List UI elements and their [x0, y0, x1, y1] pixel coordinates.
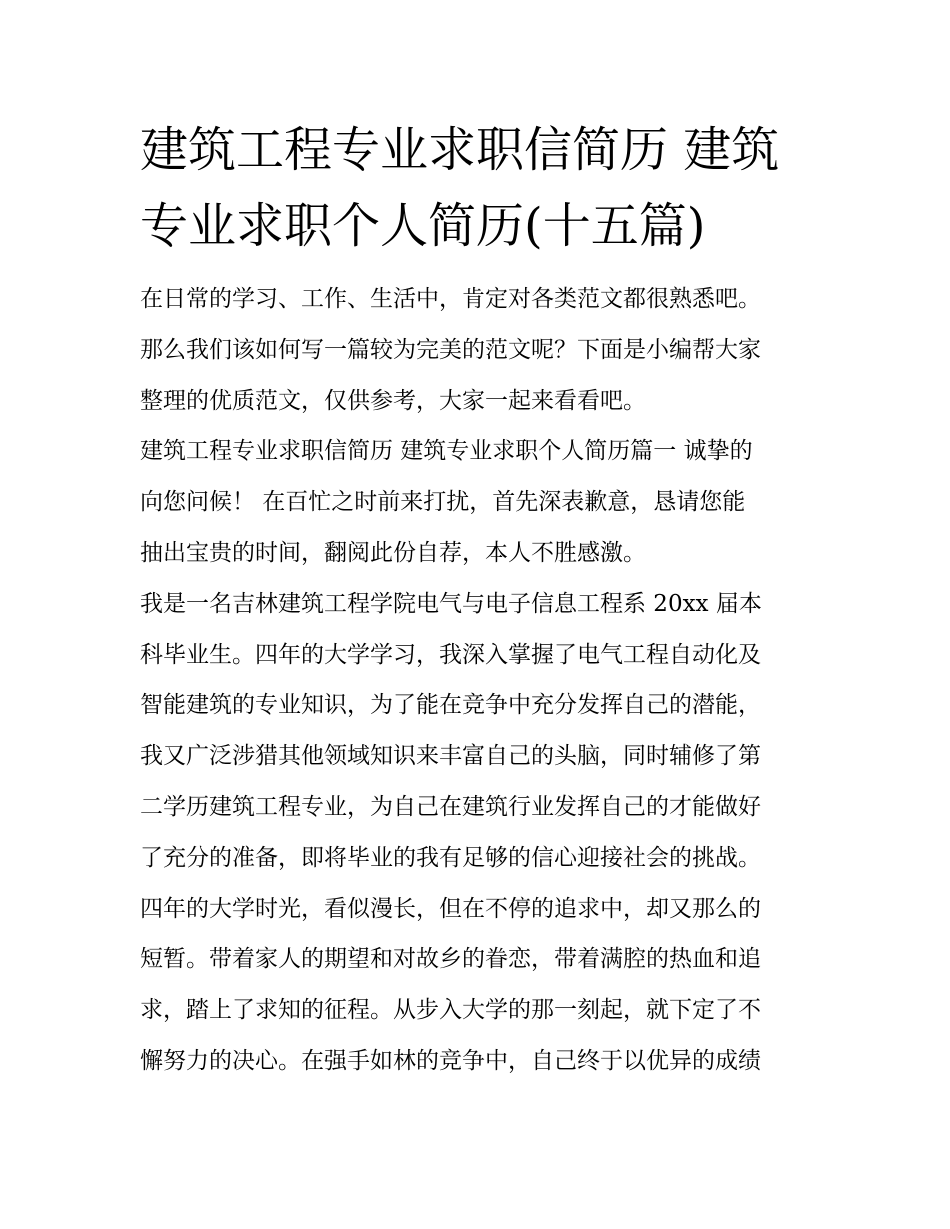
body-line: 整理的优质范文，仅供参考，大家一起来看看吧。	[140, 387, 646, 414]
body-line: 智能建筑的专业知识，为了能在竞争中充分发挥自己的潜能，	[140, 692, 761, 719]
body-line: 我是一名吉林建筑工程学院电气与电子信息工程系 20xx 届本	[140, 590, 762, 617]
body-line: 懈努力的决心。在强手如林的竞争中，自己终于以优异的成绩	[140, 1047, 761, 1074]
body-line: 建筑工程专业求职信简历 建筑专业求职个人简历篇一 诚挚的	[140, 438, 753, 465]
body-line: 求，踏上了求知的征程。从步入大学的那一刻起，就下定了不	[140, 997, 761, 1024]
body-line: 科毕业生。四年的大学学习，我深入掌握了电气工程自动化及	[140, 641, 761, 668]
body-line: 我又广泛涉猎其他领域知识来丰富自己的头脑，同时辅修了第	[140, 743, 761, 770]
body-line: 抽出宝贵的时间，翻阅此份自荐，本人不胜感激。	[140, 539, 646, 566]
body-line: 那么我们该如何写一篇较为完美的范文呢？下面是小编帮大家	[140, 336, 761, 363]
body-line: 向您问候！ 在百忙之时前来打扰，首先深表歉意，恳请您能	[140, 489, 746, 516]
document-title	[140, 112, 820, 264]
document-body	[140, 274, 820, 1087]
body-line: 二学历建筑工程专业，为自己在建筑行业发挥自己的才能做好	[140, 793, 761, 820]
body-line: 四年的大学时光，看似漫长，但在不停的追求中，却又那么的	[140, 895, 761, 922]
body-line: 短暂。带着家人的期望和对故乡的眷恋，带着满腔的热血和追	[140, 946, 761, 973]
body-line: 在日常的学习、工作、生活中，肯定对各类范文都很熟悉吧。	[140, 286, 761, 312]
title-line: 建筑工程专业求职信简历 建筑	[140, 122, 780, 178]
title-line: 专业求职个人简历(十五篇)	[140, 198, 706, 254]
body-line: 了充分的准备，即将毕业的我有足够的信心迎接社会的挑战。	[140, 844, 761, 871]
